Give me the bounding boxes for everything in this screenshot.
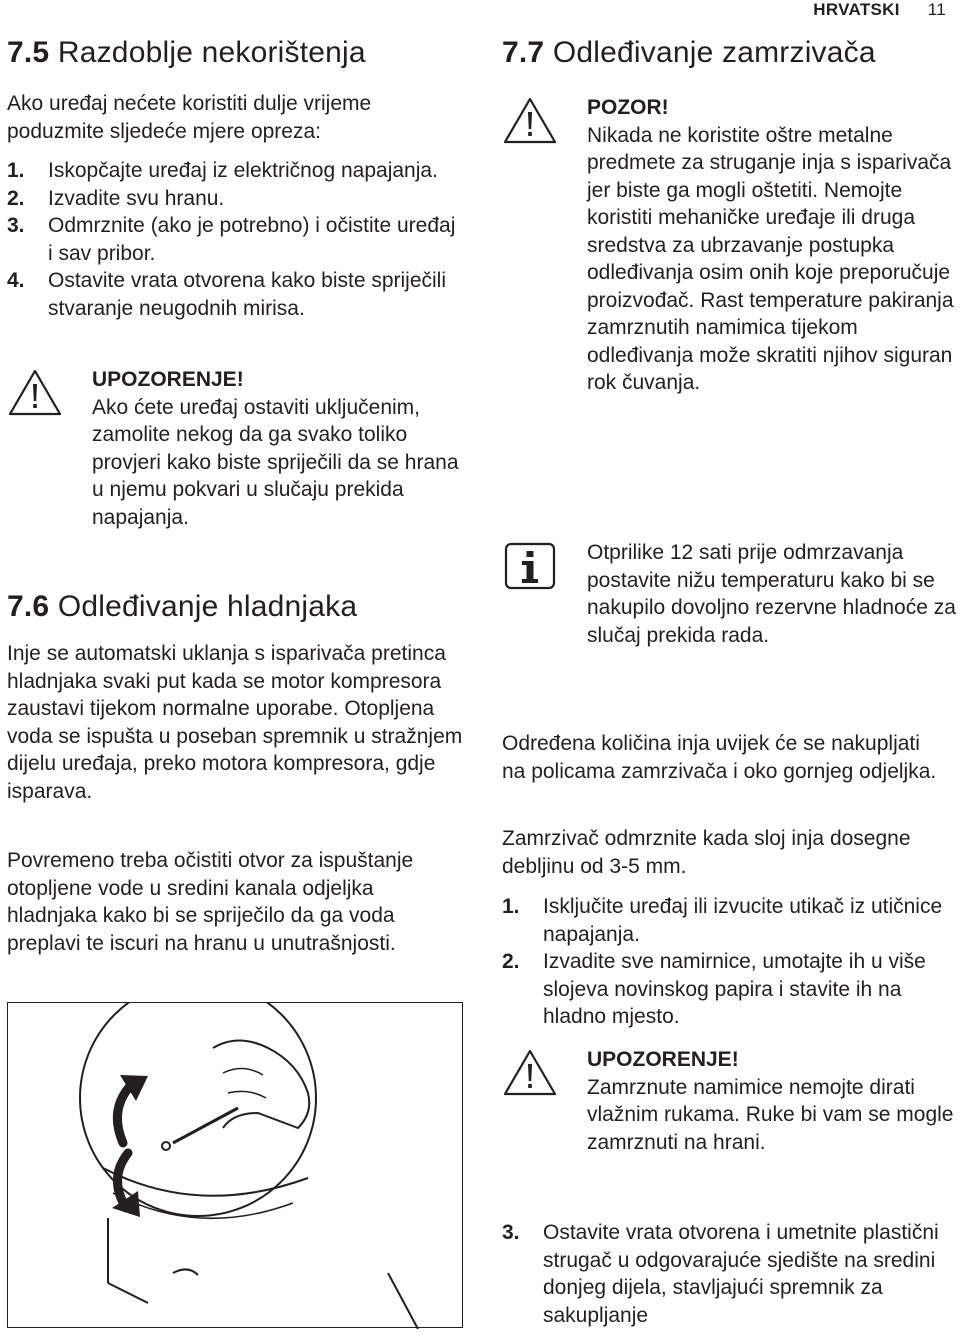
section-7-7-steps bbox=[502, 893, 952, 1031]
section-7-7-step-3 bbox=[502, 1219, 952, 1329]
warning-text: Zamrznute namimice nemojte dirati vlažnim rukama. Ruke bi vam se mogle zamrznuti na hrani. bbox=[587, 1075, 954, 1154]
section-7-5-heading: 7.5 Razdoblje nekorištenja bbox=[7, 36, 366, 69]
warning-triangle-icon bbox=[7, 368, 63, 418]
section-7-7-paragraph-2: Zamrzivač odmrznite kada sloj inja dosegne debljinu od 3-5 mm. bbox=[502, 827, 911, 878]
warning-note bbox=[7, 366, 472, 531]
info-note bbox=[502, 539, 960, 649]
list-item: 3. Odmrznite (ako je potrebno) i očistite uređaj i sav pribor. bbox=[7, 214, 456, 265]
section-7-6-heading: 7.6 Odleđivanje hladnjaka bbox=[7, 590, 358, 623]
list-item: 2. Izvadite svu hranu. bbox=[7, 186, 225, 210]
section-7-6-paragraph-1: Inje se automatski uklanja s isparivača pretinca hladnjaka svaki put kada se motor kompresora zaustavi tijekom normalne uporabe. Otopljena voda se ispušta u poseban spremnik u stražnjem dijelu uređaja, preko motora kompresora, gdje isparava. bbox=[7, 642, 463, 803]
caution-note bbox=[502, 94, 960, 397]
section-7-7-paragraph-1: Određena količina inja uvijek će se nakupljati na policama zamrzivača i oko gornjeg odjeljka. bbox=[502, 732, 937, 783]
list-item: 1. Isključite uređaj ili izvucite utikač iz utičnice napajanja. bbox=[502, 895, 943, 946]
section-7-6-paragraph-2: Povremeno treba očistiti otvor za ispuštanje otopljene vode u sredini kanala odjeljka hladnjaka kako bi se spriječilo da ga voda preplavi te iscuri na hranu u unutrašnjosti. bbox=[7, 849, 414, 955]
list-item: 1. Iskopčajte uređaj iz električnog napajanja. bbox=[7, 159, 438, 182]
info-text: Otprilike 12 sati prije odmrzavanja postavite nižu temperaturu kako bi se nakupilo dovoljno rezervne hladnoće za slučaj prekida rada. bbox=[587, 541, 956, 647]
info-icon bbox=[502, 541, 558, 591]
language-label: HRVATSKI bbox=[813, 0, 900, 19]
section-7-7-heading: 7.7 Odleđivanje zamrzivača bbox=[502, 36, 876, 69]
section-7-5-steps bbox=[7, 157, 457, 322]
warning-text: Ako ćete uređaj ostaviti uključenim, zamolite nekog da ga svako toliko provjeri kako biste spriječili da se hrana u njemu pokvari u slučaju prekida napajanja. bbox=[92, 395, 459, 529]
warning-triangle-icon bbox=[502, 96, 558, 146]
defrost-drain-illustration bbox=[7, 1002, 463, 1328]
list-item: 2. Izvadite sve namirnice, umotajte ih u više slojeva novinskog papira i stavite ih na hladno mjesto. bbox=[502, 950, 926, 1028]
warning-title: UPOZORENJE! bbox=[92, 368, 244, 391]
list-item: 4. Ostavite vrata otvorena kako biste spriječili stvaranje neugodnih mirisa. bbox=[7, 269, 447, 320]
list-item: 3. Ostavite vrata otvorena i umetnite plastični strugač u odgovarajuće sjedište na sredini donjeg dijela, stavljajući spremnik za sakupljanje bbox=[502, 1221, 939, 1327]
page-header bbox=[813, 0, 946, 20]
page-number: 11 bbox=[927, 0, 946, 19]
caution-text: Nikada ne koristite oštre metalne predmete za struganje inja s isparivača jer biste ga mogli oštetiti. Nemojte koristiti mehaničke uređaje ili druga sredstva za ubrzavanje postupka odleđivanja osim onih koje preporučuje proizvođač. Rast temperature pakiranja zamrznutih namimica tijekom odleđivanja može skratiti njihov siguran rok čuvanja. bbox=[587, 123, 954, 394]
warning-title: UPOZORENJE! bbox=[587, 1048, 739, 1071]
warning-triangle-icon bbox=[502, 1048, 558, 1098]
warning-note-2 bbox=[502, 1046, 957, 1156]
section-7-5-intro: Ako uređaj nećete koristiti dulje vrijeme poduzmite sljedeće mjere opreza: bbox=[7, 92, 372, 143]
caution-title: POZOR! bbox=[587, 96, 669, 119]
hand-cleaning-drain-illustration bbox=[8, 1003, 464, 1329]
